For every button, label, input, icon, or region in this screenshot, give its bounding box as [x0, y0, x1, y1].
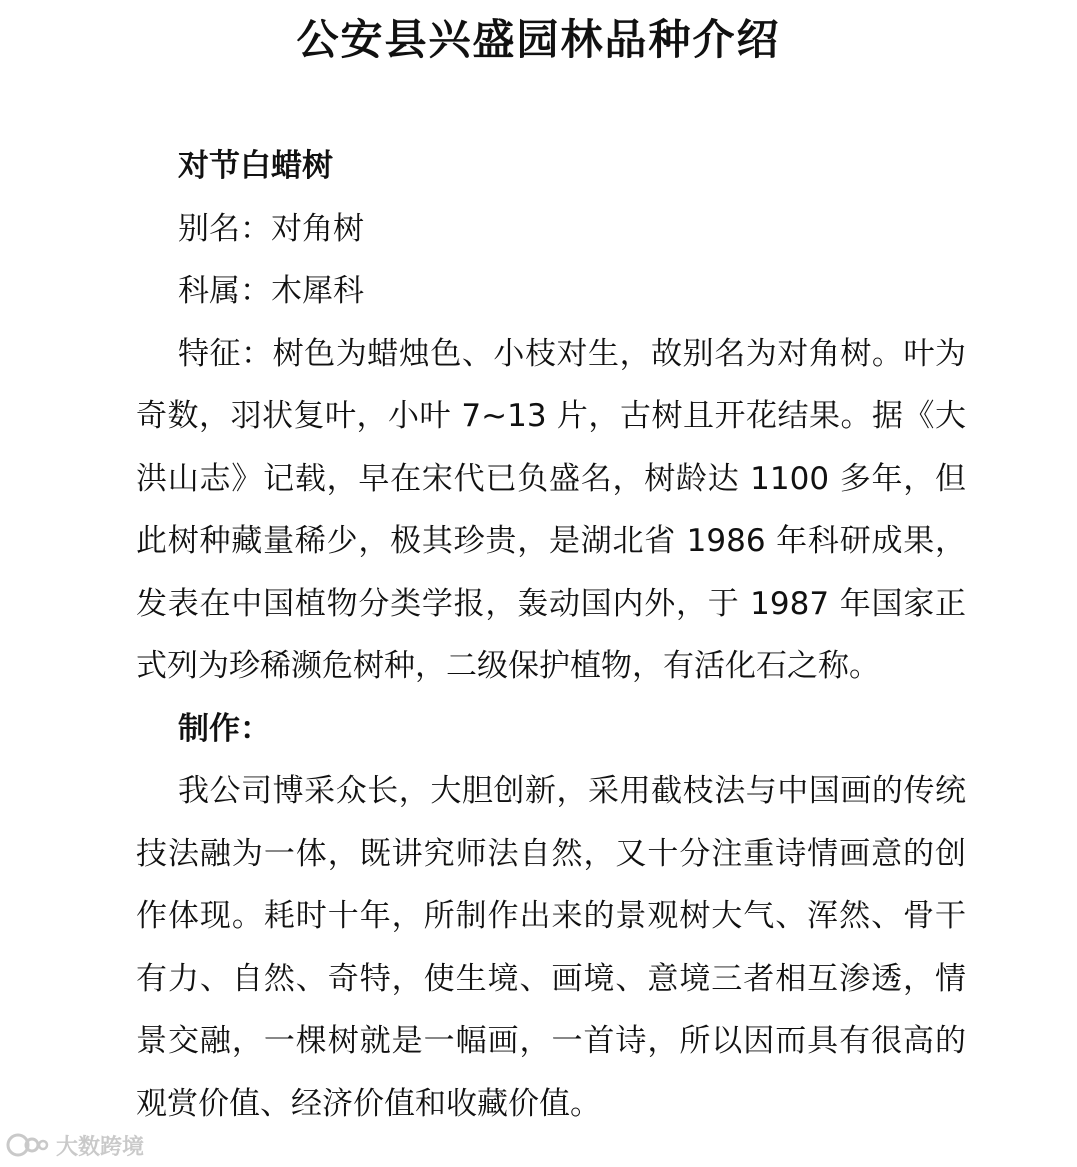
alias-line: 别名：对角树 — [178, 210, 364, 247]
features-paragraph: 特征：树色为蜡烛色、小枝对生，故别名为对角树。叶为奇数，羽状复叶，小叶 7~13 片，古树且开花结果。据《大洪山志》记载，早在宋代已负盛名，树龄达 1100 多年，但此树种藏量稀少，极其珍贵，是湖北省 1986 年科研成果，发表在中国植物分类学报，轰动国内外，于 1987 年国家正式列为珍稀濒危树种，二级保护植物，有活化石之称。 — [136, 335, 966, 684]
watermark-text: 大数跨境 — [56, 1134, 145, 1160]
document-body — [136, 135, 966, 1135]
logo-icon — [6, 1130, 50, 1160]
watermark — [6, 1128, 144, 1162]
species-name: 对节白蜡树 — [178, 148, 333, 184]
document-title: 公安县兴盛园林品种介绍 — [296, 15, 781, 64]
production-paragraph: 我公司博采众长，大胆创新，采用截枝法与中国画的传统技法融为一体，既讲究师法自然，又十分注重诗情画意的创作体现。耗时十年，所制作出来的景观树大气、浑然、骨干有力、自然、奇特，使生境、画境、意境三者相互渗透，情景交融，一棵树就是一幅画，一首诗，所以因而具有很高的观赏价值、经济价值和收藏价值。 — [136, 773, 966, 1122]
production-heading: 制作： — [178, 710, 271, 747]
family-line: 科属：木犀科 — [178, 273, 364, 309]
